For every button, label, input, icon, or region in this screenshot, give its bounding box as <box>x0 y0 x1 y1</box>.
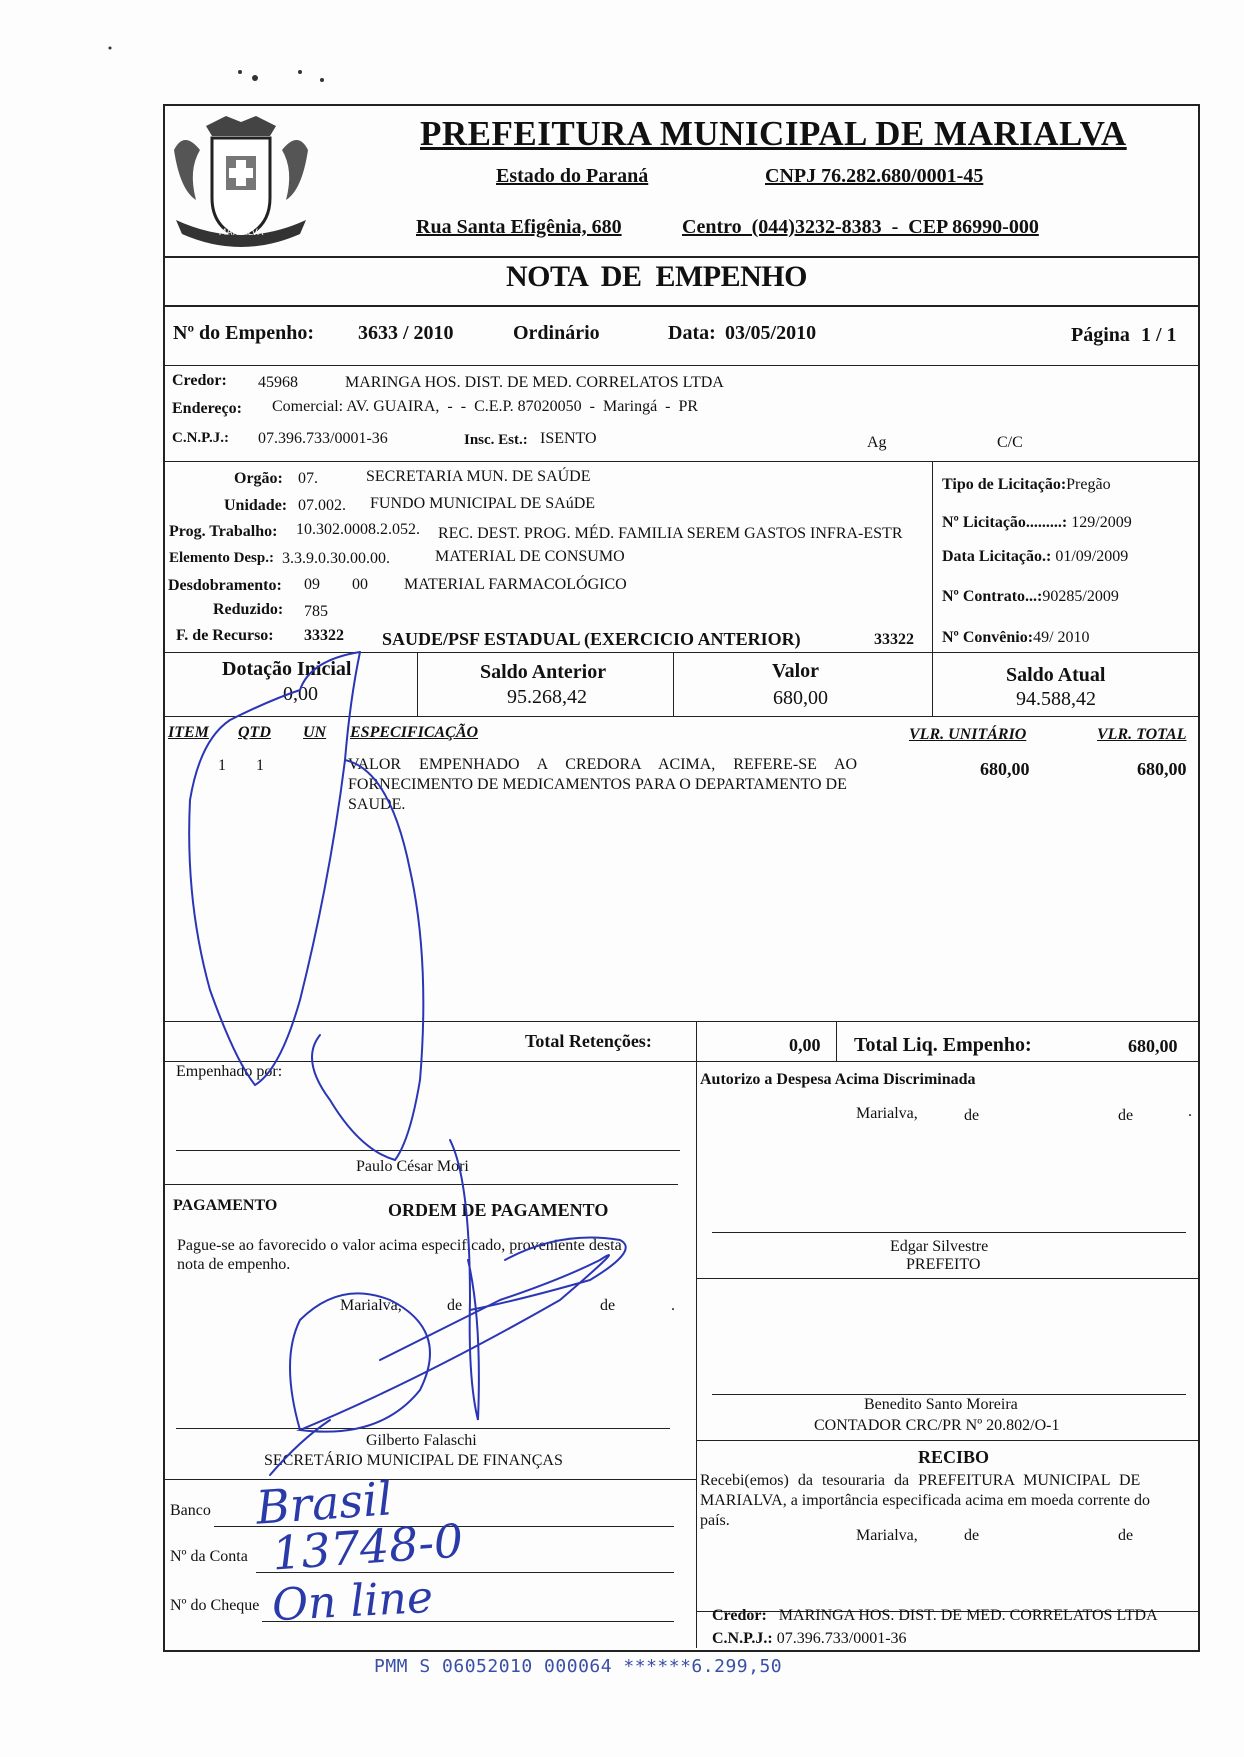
contador-name: Benedito Santo Moreira <box>864 1396 1018 1413</box>
desdobramento-code-1: 09 <box>304 576 320 593</box>
item-unit-value: 680,00 <box>980 759 1030 779</box>
retencoes-value: 0,00 <box>789 1035 821 1055</box>
contract-number: Nº Contrato...:90285/2009 <box>942 588 1119 605</box>
licitacao-number: Nº Licitação.........: 129/2009 <box>942 514 1132 531</box>
recibo-title: RECIBO <box>918 1447 990 1467</box>
empenhado-por-label: Empenhado por: <box>176 1063 283 1080</box>
empenhado-por-name: Paulo César Mori <box>356 1158 469 1175</box>
municipality-address: Rua Santa Efigênia, 680 <box>416 216 622 238</box>
valor-value: 680,00 <box>773 687 828 709</box>
municipality-cnpj: CNPJ 76.282.680/0001-45 <box>765 165 984 187</box>
desdobramento-code-2: 00 <box>352 576 368 593</box>
item-total-value: 680,00 <box>1137 759 1187 779</box>
recibo-line-2: MARIALVA, a importância especificada acima em moeda corrente do <box>700 1492 1151 1509</box>
licitacao-date: Data Licitação.: 01/09/2009 <box>942 548 1129 565</box>
recibo-line-1: Recebi(emos) da tesouraria da PREFEITURA MUNICIPAL DE <box>700 1472 1141 1489</box>
reduzido-value: 785 <box>304 603 328 620</box>
account-label: C/C <box>997 434 1023 451</box>
saldo-anterior-value: 95.268,42 <box>507 686 587 708</box>
col-especificacao: ESPECIFICAÇÃO <box>350 724 479 741</box>
licitacao-type: Tipo de Licitação:Pregão <box>942 476 1111 493</box>
conta-label: Nº da Conta <box>170 1548 248 1565</box>
autorizo-de-2: de <box>1118 1107 1134 1124</box>
item-description-line-2: FORNECIMENTO DE MEDICAMENTOS PARA O DEPARTAMENTO DE <box>348 776 847 793</box>
banco-label: Banco <box>170 1502 211 1519</box>
saldo-atual-label: Saldo Atual <box>1006 664 1106 686</box>
col-un: UN <box>303 724 327 741</box>
banco-handwritten: Brasil <box>254 1471 394 1535</box>
prefeito-name: Edgar Silvestre <box>890 1238 989 1255</box>
ordem-text-line-2: nota de empenho. <box>177 1256 291 1273</box>
credor-code: 45968 <box>258 374 298 391</box>
orgao-code: 07. <box>298 470 318 487</box>
dotacao-label: Dotação Inicial <box>222 658 352 680</box>
secretario-name: Gilberto Falaschi <box>366 1432 477 1449</box>
ordem-dot: . <box>671 1297 675 1314</box>
unidade-label: Unidade: <box>224 497 288 514</box>
empenho-type: Ordinário <box>513 322 600 344</box>
recibo-cnpj: C.N.P.J.: 07.396.733/0001-36 <box>712 1630 907 1647</box>
insc-label: Insc. Est.: <box>464 432 528 448</box>
elemento-name: MATERIAL DE CONSUMO <box>435 548 625 565</box>
credor-label: Credor: <box>172 372 227 389</box>
cheque-label: Nº do Cheque <box>170 1597 260 1614</box>
elemento-code: 3.3.9.0.30.00.00. <box>282 550 390 567</box>
orgao-label: Orgão: <box>234 470 283 487</box>
document-title: NOTA DE EMPENHO <box>506 260 807 293</box>
elemento-label: Elemento Desp.: <box>169 550 274 566</box>
address-label: Endereço: <box>172 400 242 417</box>
convenio-number: Nº Convênio:49/ 2010 <box>942 629 1090 646</box>
autorizo-de-1: de <box>964 1107 980 1124</box>
valor-label: Valor <box>772 660 820 682</box>
col-vlr-unitario: VLR. UNITÁRIO <box>909 726 1027 743</box>
insc-value: ISENTO <box>540 430 597 447</box>
recibo-de-2: de <box>1118 1527 1134 1544</box>
prog-label: Prog. Trabalho: <box>169 523 278 540</box>
pagamento-label: PAGAMENTO <box>173 1197 278 1214</box>
desdobramento-name: MATERIAL FARMACOLÓGICO <box>404 576 627 593</box>
cash-register-stamp: PMM S 06052010 000064 ******6.299,50 <box>374 1656 783 1677</box>
prog-name: REC. DEST. PROG. MÉD. FAMILIA SEREM GASTOS INFRA-ESTR <box>438 525 903 542</box>
liquido-value: 680,00 <box>1128 1036 1178 1056</box>
ordem-de-2: de <box>600 1297 616 1314</box>
fonte-label: F. de Recurso: <box>176 627 274 644</box>
desdobramento-label: Desdobramento: <box>168 577 282 594</box>
svg-text:MARIALVA: MARIALVA <box>218 228 264 238</box>
empenho-number: 3633 / 2010 <box>358 322 454 344</box>
reduzido-label: Reduzido: <box>213 601 284 618</box>
retencoes-label: Total Retenções: <box>525 1031 652 1051</box>
cnpj-label: C.N.P.J.: <box>172 430 229 446</box>
saldo-atual-value: 94.588,42 <box>1016 688 1096 710</box>
state-name: Estado do Paraná <box>496 165 649 187</box>
conta-handwritten: 13748-0 <box>270 1513 465 1581</box>
ordem-pagamento-title: ORDEM DE PAGAMENTO <box>388 1200 609 1220</box>
credor-name: MARINGA HOS. DIST. DE MED. CORRELATOS LTDA <box>345 374 724 391</box>
cheque-handwritten: On line <box>270 1571 435 1632</box>
agency-label: Ag <box>867 434 887 451</box>
autorizo-place: Marialva, <box>856 1105 918 1122</box>
unidade-code: 07.002. <box>298 497 346 514</box>
page-number: 1 / 1 <box>1141 324 1177 346</box>
item-number: 1 <box>218 757 226 774</box>
ordem-text-line-1: Pague-se ao favorecido o valor acima especificado, proveniente desta <box>177 1237 622 1254</box>
autorizo-text: Autorizo a Despesa Acima Discriminada <box>700 1071 976 1088</box>
col-qtd: QTD <box>238 724 271 741</box>
credor-address: Comercial: AV. GUAIRA, - - C.E.P. 87020050 - Maringá - PR <box>272 398 699 415</box>
prog-code: 10.302.0008.2.052. <box>296 521 420 538</box>
col-vlr-total: VLR. TOTAL <box>1097 726 1187 743</box>
recibo-line-3: país. <box>700 1512 730 1529</box>
empenho-date: 03/05/2010 <box>725 322 817 344</box>
secretario-title: SECRETÁRIO MUNICIPAL DE FINANÇAS <box>264 1452 563 1469</box>
orgao-name: SECRETARIA MUN. DE SAÚDE <box>366 468 591 485</box>
item-description-line-3: SAUDE. <box>348 796 406 813</box>
page-label: Página <box>1071 324 1130 346</box>
date-label: Data: <box>668 322 716 344</box>
empenho-number-label: Nº do Empenho: <box>173 322 315 344</box>
contador-title: CONTADOR CRC/PR Nº 20.802/O-1 <box>814 1417 1060 1434</box>
municipality-contact: Centro (044)3232-8383 - CEP 86990-000 <box>682 216 1039 238</box>
item-qtd: 1 <box>256 757 264 774</box>
fonte-code: 33322 <box>304 627 344 644</box>
item-description-line-1: VALOR EMPENHADO A CREDORA ACIMA, REFERE-SE AO <box>348 756 858 773</box>
fonte-code-2: 33322 <box>874 631 914 648</box>
autorizo-dot: . <box>1188 1103 1192 1120</box>
municipality-title: PREFEITURA MUNICIPAL DE MARIALVA <box>420 114 1127 153</box>
prefeito-title: PREFEITO <box>906 1256 981 1273</box>
recibo-place: Marialva, <box>856 1527 918 1544</box>
fonte-name: SAUDE/PSF ESTADUAL (EXERCICIO ANTERIOR) <box>382 629 801 649</box>
ordem-de-1: de <box>447 1297 463 1314</box>
credor-cnpj: 07.396.733/0001-36 <box>258 430 388 447</box>
col-item: ITEM <box>168 724 209 741</box>
recibo-de-1: de <box>964 1527 980 1544</box>
liquido-label: Total Liq. Empenho: <box>854 1034 1032 1056</box>
dotacao-value: 0,00 <box>283 683 318 705</box>
ordem-place: Marialva, <box>340 1297 402 1314</box>
recibo-credor: Credor: MARINGA HOS. DIST. DE MED. CORRELATOS LTDA <box>712 1607 1158 1624</box>
unidade-name: FUNDO MUNICIPAL DE SAúDE <box>370 495 596 512</box>
saldo-anterior-label: Saldo Anterior <box>480 661 607 683</box>
